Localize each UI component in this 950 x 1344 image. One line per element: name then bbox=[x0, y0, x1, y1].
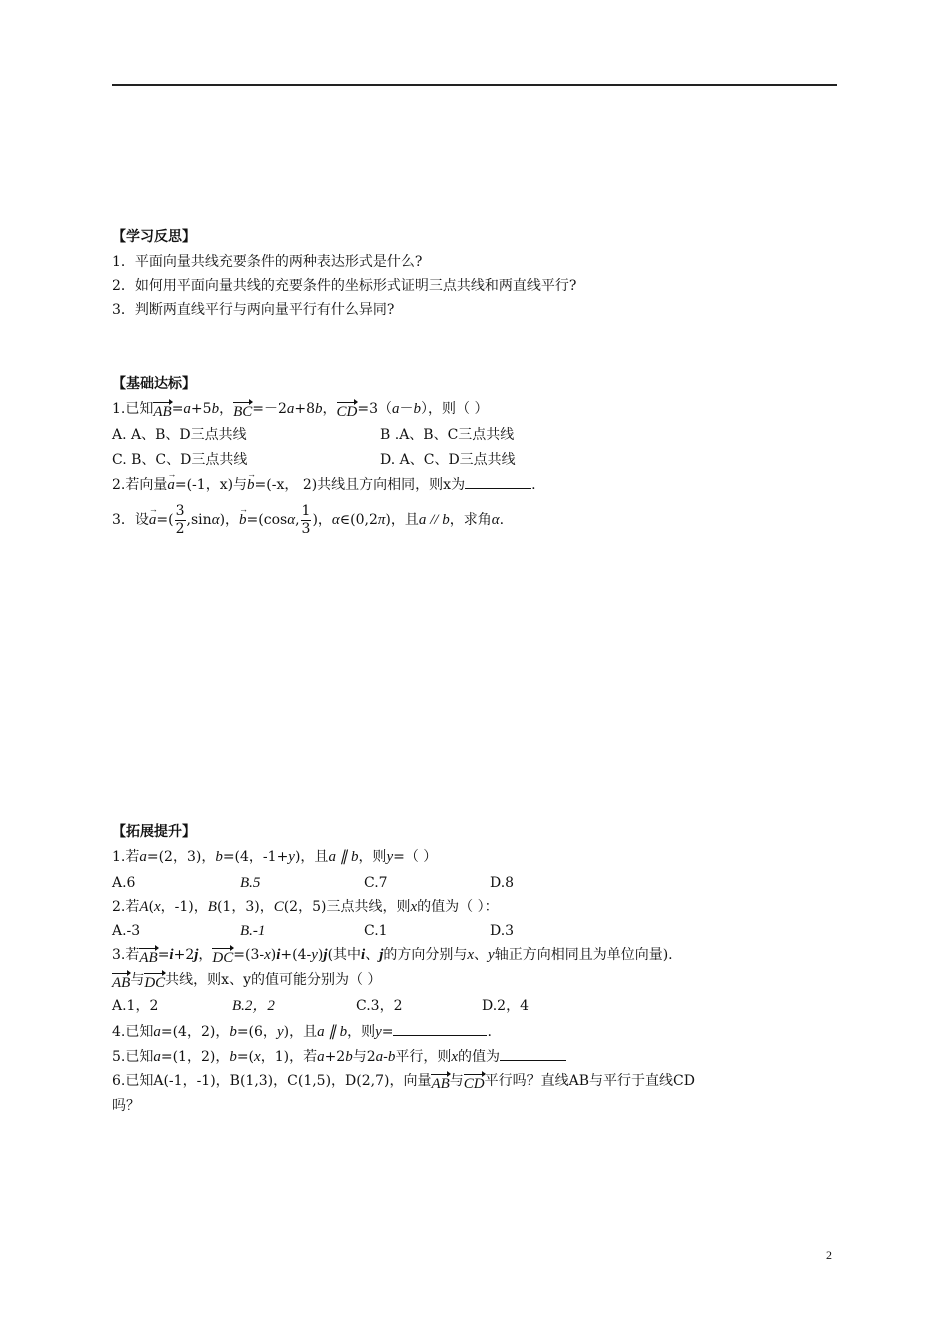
option-b: B .A、B、C三点共线 bbox=[380, 427, 515, 443]
answer-blank bbox=[500, 1046, 566, 1061]
adv-q3-stem-line2: AB与DC共线，则x、y的值可能分别为（ ） bbox=[112, 972, 382, 991]
basic-q3: 3．设→ a=( $\frac{3}{2}$ ,sinα)，→ b=(cosα, $\frac{1}{3}$ )，α∈(0,2π)，且a // b，求角α. bbox=[112, 498, 504, 542]
section-title-advanced: 【拓展提升】 bbox=[112, 824, 196, 840]
option-c: C. B、C、D三点共线 bbox=[112, 452, 248, 468]
adv-q1-stem: 1.若a=(2，3)，b=(4，-1+y)，且a ∥ b，则y=（ ） bbox=[112, 849, 438, 865]
option-d: D. A、C、D三点共线 bbox=[380, 452, 516, 468]
adv-q6-line2: 吗？ bbox=[112, 1098, 140, 1114]
answer-blank bbox=[465, 474, 531, 489]
adv-q6: 6.已知A(-1，-1)，B(1,3)，C(1,5)，D(2,7)，向量AB与CD平行吗？直线AB与平行于直线CD bbox=[112, 1073, 695, 1092]
answer-blank bbox=[393, 1021, 487, 1036]
header-rule bbox=[112, 84, 837, 86]
basic-q1-stem: 1.已知AB=a+5b，BC=－2a+8b，CD=3（a－b），则（ ） bbox=[112, 401, 489, 420]
section-title-reflection: 【学习反思】 bbox=[112, 229, 196, 245]
vector-cd: CD bbox=[337, 400, 358, 420]
reflection-item-2: 2．如何用平面向量共线的充要条件的坐标形式证明三点共线和两直线平行? bbox=[112, 278, 577, 294]
basic-q2: 2.若向量→ a=(-1，x)与→ b=(-x， 2)共线且方向相同，则x为 . bbox=[112, 474, 536, 495]
page-number: 2 bbox=[826, 1248, 832, 1262]
vector-ab: AB bbox=[153, 400, 171, 420]
vector-bc: BC bbox=[233, 400, 252, 420]
reflection-item-1: 1．平面向量共线充要条件的两种表达形式是什么? bbox=[112, 254, 423, 270]
option-a: A. A、B、D三点共线 bbox=[112, 427, 247, 443]
adv-q3-stem: 3.若AB=i+2j，DC=(3-x)i+(4-y)j(其中i、j的方向分别与x、y轴正方向相同且为单位向量). bbox=[112, 947, 673, 966]
fraction-1-3: $\frac{1}{3}$ bbox=[301, 502, 311, 537]
adv-q2-stem: 2.若A(x，-1)，B(1，3)，C(2，5)三点共线，则x的值为（ ）： bbox=[112, 899, 499, 915]
fraction-3-2: $\frac{3}{2}$ bbox=[175, 502, 185, 537]
section-title-basic: 【基础达标】 bbox=[112, 376, 196, 392]
adv-q4: 4.已知a=(4，2)，b=(6，y)，且a ∥ b，则y= . bbox=[112, 1021, 492, 1042]
adv-q5: 5.已知a=(1，2)，b=(x，1)，若a+2b与2a-b平行，则x的值为 bbox=[112, 1046, 566, 1067]
reflection-item-3: 3．判断两直线平行与两向量平行有什么异同? bbox=[112, 302, 395, 318]
